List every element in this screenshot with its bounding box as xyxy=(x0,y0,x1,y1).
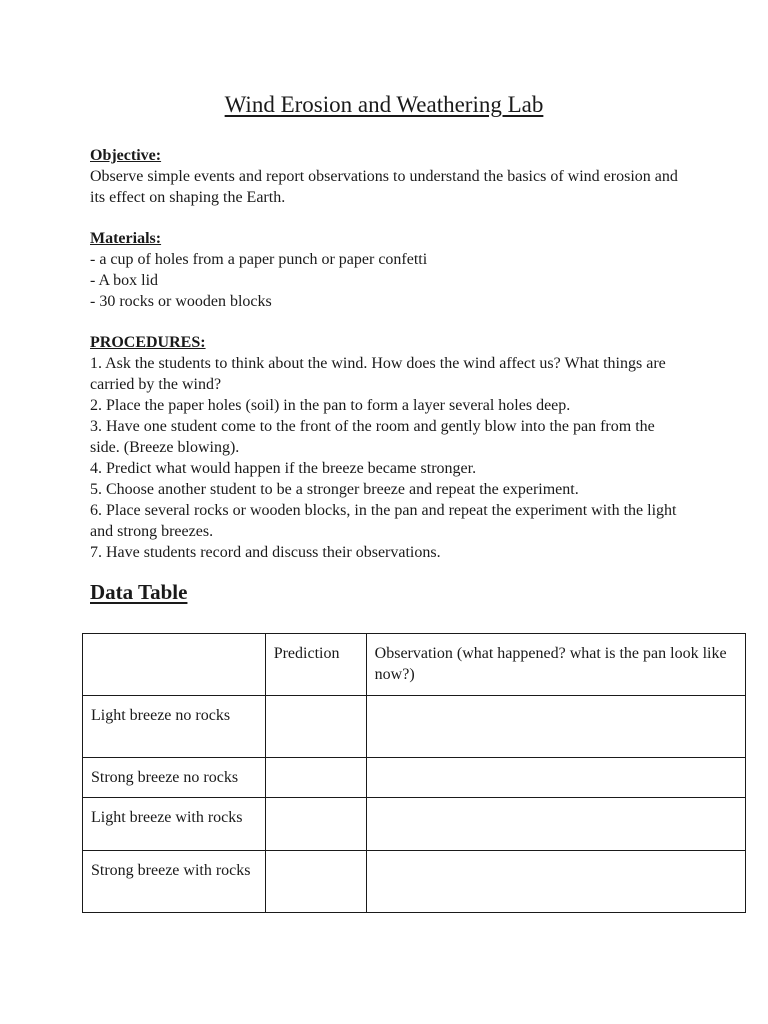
procedure-step: 1. Ask the students to think about the wind. How does the wind affect us? What things are carried by the wind? xyxy=(90,355,666,393)
procedure-step: 6. Place several rocks or wooden blocks, in the pan and repeat the experiment with the light and strong breezes. xyxy=(90,502,677,540)
table-row xyxy=(83,798,746,851)
table-cell[interactable] xyxy=(265,798,366,851)
table-cell: Strong breeze with rocks xyxy=(83,851,266,913)
table-row xyxy=(83,758,746,798)
procedure-step: 5. Choose another student to be a stronger breeze and repeat the experiment. xyxy=(90,481,579,498)
materials-item: - a cup of holes from a paper punch or paper confetti xyxy=(90,251,428,268)
page-title: Wind Erosion and Weathering Lab xyxy=(224,92,544,117)
objective-text: Observe simple events and report observations to understand the basics of wind erosion and its effect on shaping the Earth. xyxy=(90,168,678,206)
table-header-row xyxy=(83,634,746,696)
table-cell[interactable] xyxy=(265,696,366,758)
procedure-step: 7. Have students record and discuss their observations. xyxy=(90,544,441,561)
table-cell[interactable] xyxy=(265,851,366,913)
procedures-section xyxy=(90,332,680,563)
table-header-cell: Observation (what happened? what is the pan look like now?) xyxy=(366,634,745,696)
data-table-heading: Data Table xyxy=(90,580,188,604)
table-cell[interactable] xyxy=(366,696,745,758)
table-cell: Strong breeze no rocks xyxy=(83,758,266,798)
materials-item: - 30 rocks or wooden blocks xyxy=(90,293,272,310)
materials-section xyxy=(90,228,690,312)
data-table xyxy=(82,633,746,913)
table-cell[interactable] xyxy=(265,758,366,798)
table-cell[interactable] xyxy=(366,758,745,798)
procedure-step: 4. Predict what would happen if the breeze became stronger. xyxy=(90,460,477,477)
table-cell[interactable] xyxy=(366,798,745,851)
procedure-step: 3. Have one student come to the front of the room and gently blow into the pan from the side. (Breeze blowing). xyxy=(90,418,655,456)
objective-section xyxy=(90,145,690,208)
objective-heading: Objective: xyxy=(90,147,162,164)
table-row xyxy=(83,696,746,758)
procedure-step: 2. Place the paper holes (soil) in the pan to form a layer several holes deep. xyxy=(90,397,571,414)
materials-heading: Materials: xyxy=(90,230,162,247)
procedures-heading: PROCEDURES: xyxy=(90,334,206,351)
table-cell: Light breeze with rocks xyxy=(83,798,266,851)
table-header-cell xyxy=(83,634,266,696)
table-cell: Light breeze no rocks xyxy=(83,696,266,758)
table-row xyxy=(83,851,746,913)
table-cell[interactable] xyxy=(366,851,745,913)
materials-item: - A box lid xyxy=(90,272,159,289)
table-header-cell: Prediction xyxy=(265,634,366,696)
